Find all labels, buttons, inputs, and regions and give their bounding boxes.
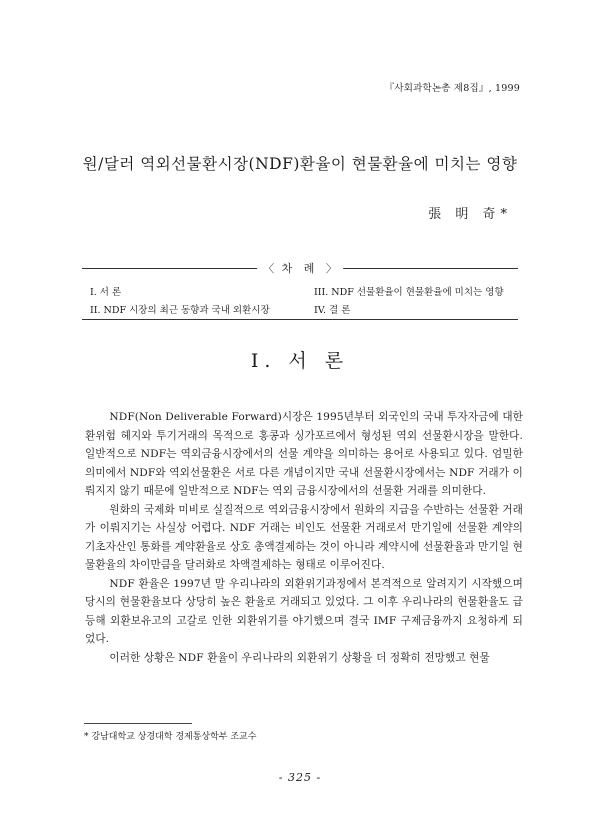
section-title: I. 서 론: [250, 350, 350, 372]
toc-item-ndf-effect: III. NDF 선물환율이 현물환율에 미치는 영향: [314, 287, 504, 298]
toc-item-introduction: I. 서 론: [90, 287, 122, 298]
toc-heading: [257, 260, 343, 276]
toc-left-bracket: 〈: [263, 262, 275, 275]
journal-header: 『사회과학논총 제8집』, 1999: [384, 83, 520, 94]
paper-title: 원/달러 역외선물환시장(NDF)환율이 현물환율에 미치는 영향: [82, 155, 518, 173]
toc-right-bracket: 〉: [325, 262, 337, 275]
paragraph: 원화의 국제화 미비로 실질적으로 역외금융시장에서 원화의 지급을 수반하는 선물환 거래가 이뤄지기는 사실상 어렵다. NDF 거래는 비인도 선물환 거래로서 만기일에 선물환 계약의 기초자산인 통화를 계약환율로 상호 총액결제하는 것이 아니라 계약시에 선물환율과 만기일 현물환율의 차이만큼을 달러화로 차액결제하는 형태로 이루어진다.: [85, 503, 523, 571]
toc-heading-label: 차 례: [281, 262, 319, 275]
paragraph: NDF(Non Deliverable Forward)시장은 1995년부터 외국인의 국내 투자자금에 대한 환위험 헤지와 투기거래의 목적으로 홍콩과 싱가포르에서 형성된 역외 선물환시장을 말한다. 일반적으로 NDF는 역외금융시장에서의 선물 계약을 의미하는 용어로 사용되고 있다. 엄밀한 의미에서 NDF와 역외선물환은 서로 다른 개념이지만 국내 선물환시장에서는 NDF 거래가 이뤄지지 않기 때문에 일반적으로 NDF는 역외 금융시장에서의 선물환 거래를 의미한다.: [85, 411, 523, 497]
paragraph: NDF 환율은 1997년 말 우리나라의 외환위기과정에서 본격적으로 알려지기 시작했으며 당시의 현물환율보다 상당히 높은 환율로 거래되고 있었다. 그 이후 우리나라의 현물환율도 급등해 외환보유고의 고갈로 인한 외환위기를 야기했으며 결국 IMF 구제금융까지 요청하게 되었다.: [85, 577, 523, 645]
body-text: [85, 408, 523, 667]
toc-item-ndf-market: II. NDF 시장의 최근 동향과 국내 외환시장: [90, 305, 270, 316]
footnote-divider: [84, 723, 192, 724]
page-number: - 325 -: [278, 771, 322, 784]
footnote: * 강남대학교 상경대학 경제통상학부 조교수: [84, 732, 257, 742]
table-of-contents: [82, 262, 518, 320]
author-name: 張 明 奇*: [428, 207, 512, 222]
paragraph: 이러한 상황은 NDF 환율이 우리나라의 외환위기 상황을 더 정확히 전망했고 현물: [109, 651, 490, 664]
toc-item-conclusion: IV. 결 론: [314, 305, 351, 316]
